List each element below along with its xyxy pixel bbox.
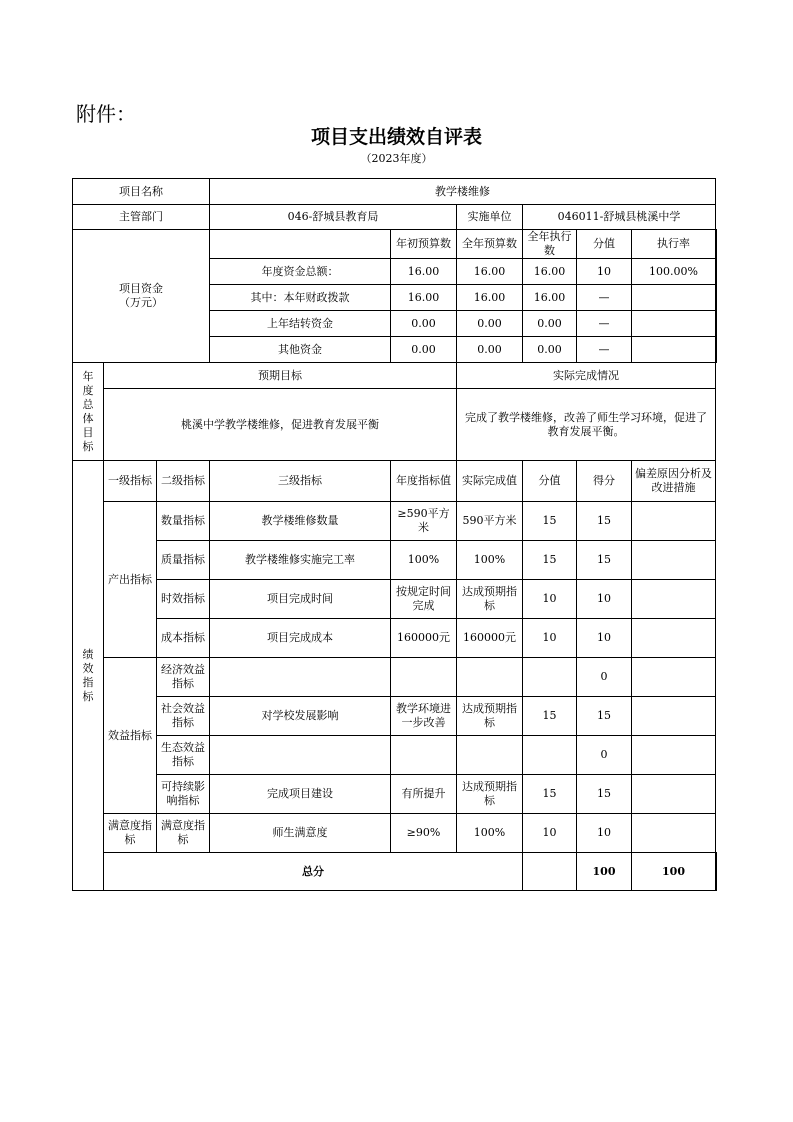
- funds-initial: 16.00: [391, 285, 457, 311]
- level3-cell: 项目完成成本: [210, 619, 391, 658]
- output-indicator-label: 产出指标: [104, 502, 157, 658]
- score-value-cell: 10: [523, 814, 577, 853]
- deviation-cell: [632, 697, 716, 736]
- score-cell: 10: [577, 580, 632, 619]
- funds-executed: 0.00: [523, 337, 577, 363]
- funds-executed: 0.00: [523, 311, 577, 337]
- target-cell: 有所提升: [391, 775, 457, 814]
- total-blank: [523, 853, 577, 891]
- indicator-row: [73, 658, 717, 697]
- deviation-cell: [632, 814, 716, 853]
- level2-cell: 满意度指标: [157, 814, 210, 853]
- target-cell: 教学环境进一步改善: [391, 697, 457, 736]
- funds-annual: 0.00: [457, 337, 523, 363]
- score-cell: 15: [577, 502, 632, 541]
- score-cell: 10: [577, 814, 632, 853]
- performance-header-row: [73, 461, 717, 502]
- funds-score: [716, 337, 717, 363]
- funds-score-value: —: [577, 337, 632, 363]
- goals-label: 年度总体目标: [73, 363, 104, 461]
- actual-cell: 达成预期指标: [457, 580, 523, 619]
- actual-goal: 完成了教学楼维修，改善了师生学习环境，促进了教育发展平衡。: [457, 389, 716, 461]
- total-row: [73, 853, 717, 891]
- total-score-value: 100: [577, 853, 632, 891]
- level3-cell: [210, 658, 391, 697]
- project-name-value: 教学楼维修: [210, 179, 716, 205]
- indicator-row: [73, 541, 717, 580]
- unit-value: 046011-舒城县桃溪中学: [523, 205, 716, 230]
- actual-cell: 590平方米: [457, 502, 523, 541]
- target-cell: [391, 736, 457, 775]
- deviation-cell: [632, 580, 716, 619]
- level2-header: 二级指标: [157, 461, 210, 502]
- indicator-row: [73, 580, 717, 619]
- level2-cell: 社会效益指标: [157, 697, 210, 736]
- score-cell: 10: [577, 619, 632, 658]
- deviation-cell: [632, 775, 716, 814]
- funds-initial: 16.00: [391, 259, 457, 285]
- score-cell: 15: [577, 697, 632, 736]
- target-header: 年度指标值: [391, 461, 457, 502]
- funds-row-label: 上年结转资金: [210, 311, 391, 337]
- actual-cell: [457, 736, 523, 775]
- funds-annual: 16.00: [457, 259, 523, 285]
- deviation-cell: [632, 658, 716, 697]
- funds-executed: 16.00: [523, 285, 577, 311]
- score-header: 得分: [577, 461, 632, 502]
- funds-annual: 0.00: [457, 311, 523, 337]
- actual-cell: [457, 658, 523, 697]
- level3-cell: 教学楼维修数量: [210, 502, 391, 541]
- funds-label: 项目资金 （万元）: [73, 230, 210, 363]
- funds-col-score: [716, 230, 717, 259]
- funds-row-label: 年度资金总额：: [210, 259, 391, 285]
- dept-value: 046-舒城县教育局: [210, 205, 457, 230]
- funds-score: [716, 285, 717, 311]
- funds-col-annual: 全年预算数: [457, 230, 523, 259]
- funds-rate: 100.00%: [632, 259, 716, 285]
- deviation-cell: [632, 502, 716, 541]
- indicator-row: [73, 619, 717, 658]
- project-name-row: [73, 179, 717, 205]
- level3-cell: [210, 736, 391, 775]
- target-cell: ≥90%: [391, 814, 457, 853]
- indicator-row: [73, 697, 717, 736]
- total-score: 100: [632, 853, 716, 891]
- target-cell: 160000元: [391, 619, 457, 658]
- goals-header-row: [73, 363, 717, 389]
- level3-cell: 师生满意度: [210, 814, 391, 853]
- actual-header: 实际完成值: [457, 461, 523, 502]
- score-value-cell: 15: [523, 775, 577, 814]
- level3-header: 三级指标: [210, 461, 391, 502]
- score-cell: 15: [577, 775, 632, 814]
- level1-header: 一级指标: [104, 461, 157, 502]
- funds-score-value: 10: [577, 259, 632, 285]
- actual-cell: 达成预期指标: [457, 775, 523, 814]
- funds-col-initial: 年初预算数: [391, 230, 457, 259]
- department-row: [73, 205, 717, 230]
- target-cell: ≥590平方米: [391, 502, 457, 541]
- expected-goal: 桃溪中学教学楼维修，促进教育发展平衡: [104, 389, 457, 461]
- unit-label: 实施单位: [457, 205, 523, 230]
- score-value-cell: 10: [523, 619, 577, 658]
- actual-cell: 达成预期指标: [457, 697, 523, 736]
- funds-executed: 16.00: [523, 259, 577, 285]
- project-name-label: 项目名称: [73, 179, 210, 205]
- funds-row-label: 其中：本年财政拨款: [210, 285, 391, 311]
- funds-initial: 0.00: [391, 311, 457, 337]
- score-value-cell: 15: [523, 541, 577, 580]
- funds-score-value: —: [577, 285, 632, 311]
- funds-score-value: —: [577, 311, 632, 337]
- score-value-cell: 15: [523, 697, 577, 736]
- indicator-row: [73, 775, 717, 814]
- target-cell: 100%: [391, 541, 457, 580]
- page-title: 项目支出绩效自评表: [310, 126, 482, 148]
- level2-cell: 经济效益指标: [157, 658, 210, 697]
- performance-label: 绩效指标: [73, 461, 104, 891]
- funds-initial: 0.00: [391, 337, 457, 363]
- score-value-cell: 15: [523, 502, 577, 541]
- expected-goal-label: 预期目标: [104, 363, 457, 389]
- funds-annual: 16.00: [457, 285, 523, 311]
- level2-cell: 可持续影响指标: [157, 775, 210, 814]
- funds-col-rate: 执行率: [632, 230, 716, 259]
- funds-col-score-value: 分值: [577, 230, 632, 259]
- deviation-cell: [632, 736, 716, 775]
- score-cell: 0: [577, 736, 632, 775]
- level2-cell: 生态效益指标: [157, 736, 210, 775]
- funds-col-executed: 全年执行数: [523, 230, 577, 259]
- actual-goal-label: 实际完成情况: [457, 363, 716, 389]
- funds-score: [716, 259, 717, 285]
- total-label: 总分: [104, 853, 523, 891]
- satisfaction-indicator-label: 满意度指标: [104, 814, 157, 853]
- funds-rate: [632, 337, 716, 363]
- level3-cell: 对学校发展影响: [210, 697, 391, 736]
- goals-row: [73, 389, 717, 461]
- benefit-indicator-label: 效益指标: [104, 658, 157, 814]
- funds-row-label: 其他资金: [210, 337, 391, 363]
- total-deviation: [716, 853, 717, 891]
- deviation-cell: [632, 541, 716, 580]
- funds-score: [716, 311, 717, 337]
- score-value-cell: 10: [523, 580, 577, 619]
- actual-cell: 160000元: [457, 619, 523, 658]
- target-cell: [391, 658, 457, 697]
- deviation-cell: [632, 619, 716, 658]
- funds-header-row: [73, 230, 717, 259]
- attachment-label: 附件：: [76, 102, 136, 126]
- level2-cell: 质量指标: [157, 541, 210, 580]
- deviation-header: 偏差原因分析及改进措施: [632, 461, 716, 502]
- page-subtitle: （2023年度）: [360, 152, 433, 165]
- indicator-row: [73, 736, 717, 775]
- actual-cell: 100%: [457, 814, 523, 853]
- level2-cell: 时效指标: [157, 580, 210, 619]
- level3-cell: 教学楼维修实施完工率: [210, 541, 391, 580]
- indicator-row: [73, 814, 717, 853]
- funds-rate: [632, 311, 716, 337]
- level3-cell: 完成项目建设: [210, 775, 391, 814]
- score-value-header: 分值: [523, 461, 577, 502]
- dept-label: 主管部门: [73, 205, 210, 230]
- target-cell: 按规定时间完成: [391, 580, 457, 619]
- score-cell: 0: [577, 658, 632, 697]
- indicator-row: [73, 502, 717, 541]
- self-evaluation-table: [72, 178, 717, 891]
- level2-cell: 成本指标: [157, 619, 210, 658]
- funds-blank-header: [210, 230, 391, 259]
- funds-rate: [632, 285, 716, 311]
- score-value-cell: [523, 736, 577, 775]
- level2-cell: 数量指标: [157, 502, 210, 541]
- score-value-cell: [523, 658, 577, 697]
- actual-cell: 100%: [457, 541, 523, 580]
- score-cell: 15: [577, 541, 632, 580]
- level3-cell: 项目完成时间: [210, 580, 391, 619]
